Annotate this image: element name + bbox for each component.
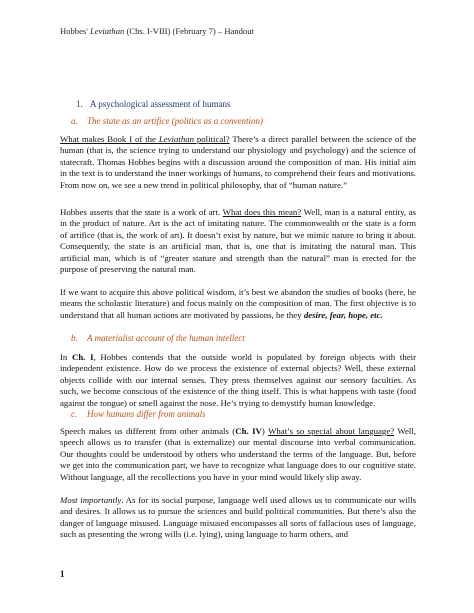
- paragraph-3: [60, 287, 416, 321]
- paragraph-6: [60, 495, 416, 541]
- subheading-a-title: The state as an artifice (politics as a convention): [87, 116, 263, 126]
- p4-body: , Hobbes contends that the outside world is populated by foreign objects with their independent existence. How do we process the existence of external objects? Well, these external objects collide with our internal senses. They press themselves against our sensory faculties. As such, we become conscious of the existence of the thing itself. This is what happens with taste (food against the tongue) or smell against the nose. He’s trying to demystify human knowledge.: [60, 352, 416, 408]
- paragraph-5: [60, 426, 416, 483]
- section-heading: [76, 99, 230, 109]
- page-number: 1: [60, 569, 65, 579]
- subheading-b-letter: b.: [71, 333, 78, 343]
- header-suffix: (Chs. I-VIII) (February 7) – Handout: [124, 26, 254, 36]
- subheading-c-letter: c.: [71, 409, 78, 419]
- section-number: 1.: [76, 99, 83, 109]
- p4-lead: In: [60, 352, 73, 362]
- p2-body: Well, man is a natural entity, as in the product of nature. Art is the act of imitating nature. The commonwealth or the state is a form of artifice (that is, the work of art). It doesn’t exist by nature, but we mimic nature to bring it about. Consequently, the state is an artificial man, that is, one that is imitating the natural man. This artificial man, which is of “greater stature and strength than the natural” man is erected for the purpose of preserving the natural man.: [60, 207, 417, 275]
- p1-body: There’s a direct parallel between the science of the human (that is, the science trying to understand our physiology and psychology) and the science of statecraft. Thomas Hobbes begins with a discussion around the composition of man. His initial aim in the text is to understand the inner workings of humans, to comprehend their fears and motivations. From now on, we see a new trend in political philosophy, that of “human nature.”: [60, 134, 416, 190]
- p5-chapter: Ch. IV: [235, 426, 262, 436]
- p3-body: If we want to acquire this above political wisdom, it’s best we abandon the studies of books (here, he means the scholastic literature) and focus mainly on the composition of man. The first objective is to understand that all human actions are motivated by passions, be they: [60, 287, 416, 320]
- subheading-a-letter: a.: [71, 116, 78, 126]
- p1-question-a: What makes Book I of the: [60, 134, 159, 144]
- subheading-c: [71, 409, 206, 419]
- header-title: Leviathan: [89, 26, 125, 36]
- p5-paren: ): [261, 426, 269, 436]
- subheading-b: [71, 333, 245, 343]
- p2-question: What does this mean?: [222, 207, 302, 217]
- p5-body: Well, speech allows us to transfer (that is externalize) our mental discourse into verbal communication. Our thoughts could be understood by others who understand the terms of the language. But, before we get into the communication part, we have to recognize what language does to our cognitive state. Without language, all the recollections you have in your mind would likely slip away.: [60, 426, 416, 482]
- page-header: [60, 26, 254, 36]
- p3-passions: desire, fear, hope, etc.: [303, 309, 383, 320]
- p5-lead: Speech makes us different from other animals (: [60, 426, 236, 436]
- p1-question-title: Leviathan: [158, 134, 195, 144]
- subheading-c-title: How humans differ from animals: [87, 409, 206, 419]
- paragraph-1: [60, 134, 416, 191]
- section-title: A psychological assessment of humans: [90, 99, 231, 109]
- paragraph-4: [60, 352, 416, 409]
- p2-lead: Hobbes asserts that the state is a work of art.: [60, 207, 223, 217]
- p5-question: What’s so special about language?: [268, 426, 395, 436]
- subheading-a: [71, 116, 263, 126]
- paragraph-2: [60, 207, 416, 275]
- p4-chapter: Ch. I: [72, 352, 94, 362]
- header-prefix: Hobbes': [60, 26, 90, 36]
- p1-question-b: political?: [194, 134, 230, 144]
- subheading-b-title: A materialist account of the human intellect: [87, 333, 245, 343]
- p6-body: . As for its social purpose, language well used allows us to communicate our wills and desires. It allows us to pursue the sciences and build political communities. But there’s also the danger of language misused. Language misused encompasses all sorts of fallacious uses of language, such as presenting the wrong wills (i.e. lying), using language to harm others, and: [60, 495, 417, 540]
- p6-emphasis: Most importantly: [60, 495, 122, 505]
